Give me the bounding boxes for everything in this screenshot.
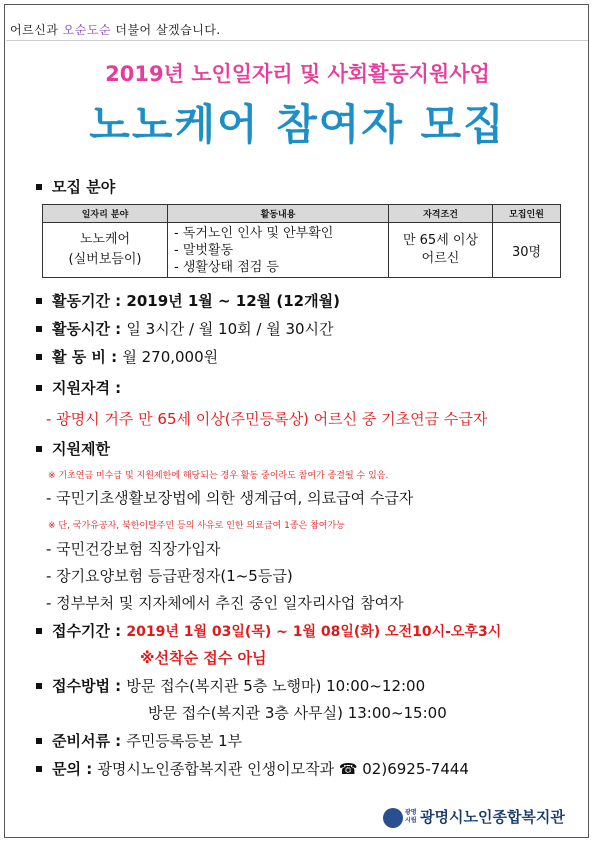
application-period bbox=[36, 620, 501, 641]
label: 지원자격 : bbox=[52, 379, 122, 397]
required-docs bbox=[36, 730, 242, 751]
activity-hours bbox=[36, 318, 334, 339]
label: 활동기간 : bbox=[52, 292, 127, 310]
tagline-part-c: 더불어 살겠습니다. bbox=[111, 23, 221, 37]
method-line2: 방문 접수(복지관 3층 사무실) 13:00~15:00 bbox=[148, 704, 447, 722]
activity-item: - 말벗활동 bbox=[174, 242, 234, 258]
bullet-square-icon bbox=[36, 184, 42, 190]
section-label: 모집 분야 bbox=[52, 178, 116, 196]
qual-line1: 만 65세 이상 bbox=[402, 233, 479, 248]
qual-line2: 어르신 bbox=[421, 251, 460, 266]
value: 광명시노인종합복지관 인생이모작과 ☎ 02)6925-7444 bbox=[97, 760, 469, 778]
method-line1: 방문 접수(복지관 5층 노행마) 10:00~12:00 bbox=[126, 677, 426, 695]
contact bbox=[36, 758, 469, 779]
restriction-item: - 장기요양보험 등급판정자(1~5등급) bbox=[46, 567, 293, 585]
value: 2019년 1월 03일(목) ~ 1월 08일(화) 오전10시-오후3시 bbox=[126, 624, 502, 640]
cell-count: 30명 bbox=[493, 223, 561, 278]
cell-activities bbox=[168, 223, 389, 278]
subtitle: 2019년 노인일자리 및 사회활동지원사업 bbox=[105, 62, 490, 86]
label: 접수기간 : bbox=[52, 622, 127, 640]
logo-text-line2: 시립 bbox=[405, 817, 417, 824]
first-come-note: ※선착순 접수 아님 bbox=[140, 649, 267, 667]
field-line2: (실버보듬이) bbox=[68, 252, 142, 267]
tagline bbox=[10, 21, 221, 38]
tagline-highlight: 오순도순 bbox=[62, 23, 112, 37]
qualification-title bbox=[36, 377, 121, 398]
section-recruit-field bbox=[36, 176, 115, 197]
bullet-square-icon bbox=[36, 683, 42, 689]
qualification-value: - 광명시 거주 만 65세 이상(주민등록상) 어르신 중 기초연금 수급자 bbox=[46, 410, 488, 428]
bullet-square-icon bbox=[36, 326, 42, 332]
value: 2019년 1월 ~ 12월 (12개월) bbox=[126, 292, 340, 310]
label: 지원제한 bbox=[52, 440, 110, 458]
logo-text bbox=[405, 809, 417, 825]
label: 문의 : bbox=[52, 760, 98, 778]
note-exception: ※ 단, 국가유공자, 북한이탈주민 등의 사유로 인한 의료급여 1종은 참여가능 bbox=[48, 521, 345, 531]
field-line1: 노노케어 bbox=[79, 232, 131, 247]
application-method bbox=[36, 675, 425, 696]
activity-item: - 생활상태 점검 등 bbox=[174, 259, 279, 275]
header-count: 모집인원 bbox=[493, 205, 561, 223]
label: 준비서류 : bbox=[52, 732, 127, 750]
activity-item: - 독거노인 인사 및 안부확인 bbox=[174, 225, 334, 241]
bullet-square-icon bbox=[36, 354, 42, 360]
recruit-table bbox=[42, 204, 561, 278]
table-row bbox=[43, 223, 561, 278]
restriction-item: - 정부부처 및 지자체에서 추진 중인 일자리사업 참여자 bbox=[46, 594, 404, 612]
bullet-square-icon bbox=[36, 385, 42, 391]
cell-qualification bbox=[389, 223, 493, 278]
label: 활 동 비 : bbox=[52, 348, 123, 366]
page-title: 노노케어 참여자 모집 bbox=[89, 100, 506, 149]
value: 주민등록등본 1부 bbox=[126, 732, 243, 750]
activity-cost bbox=[36, 346, 218, 367]
restriction-item: - 국민건강보험 직장가입자 bbox=[46, 540, 221, 558]
value: 일 3시간 / 월 10회 / 월 30시간 bbox=[126, 320, 334, 338]
divider bbox=[6, 40, 588, 41]
cell-field bbox=[43, 223, 168, 278]
welfare-center-logo-icon bbox=[383, 808, 403, 828]
restriction-title bbox=[36, 438, 110, 459]
bullet-square-icon bbox=[36, 298, 42, 304]
bullet-square-icon bbox=[36, 628, 42, 634]
value: 월 270,000원 bbox=[122, 348, 219, 366]
header-field: 일자리 분야 bbox=[43, 205, 168, 223]
table-header-row bbox=[43, 205, 561, 223]
tagline-part-a: 어르신과 bbox=[10, 23, 63, 37]
restriction-item: - 국민기초생활보장법에 의한 생계급여, 의료급여 수급자 bbox=[46, 489, 414, 507]
logo-text-line1: 광명 bbox=[405, 809, 417, 816]
bullet-square-icon bbox=[36, 738, 42, 744]
label: 접수방법 : bbox=[52, 677, 127, 695]
note-restriction: ※ 기초연금 미수급 및 지원제한에 해당되는 경우 활동 중이라도 참여가 종결될 수 있음. bbox=[48, 471, 389, 481]
bullet-square-icon bbox=[36, 446, 42, 452]
activity-period bbox=[36, 290, 340, 311]
header-activity: 활동내용 bbox=[168, 205, 389, 223]
label: 활동시간 : bbox=[52, 320, 127, 338]
header-qualification: 자격조건 bbox=[389, 205, 493, 223]
bullet-square-icon bbox=[36, 766, 42, 772]
footer-organization: 광명시노인종합복지관 bbox=[420, 808, 565, 826]
